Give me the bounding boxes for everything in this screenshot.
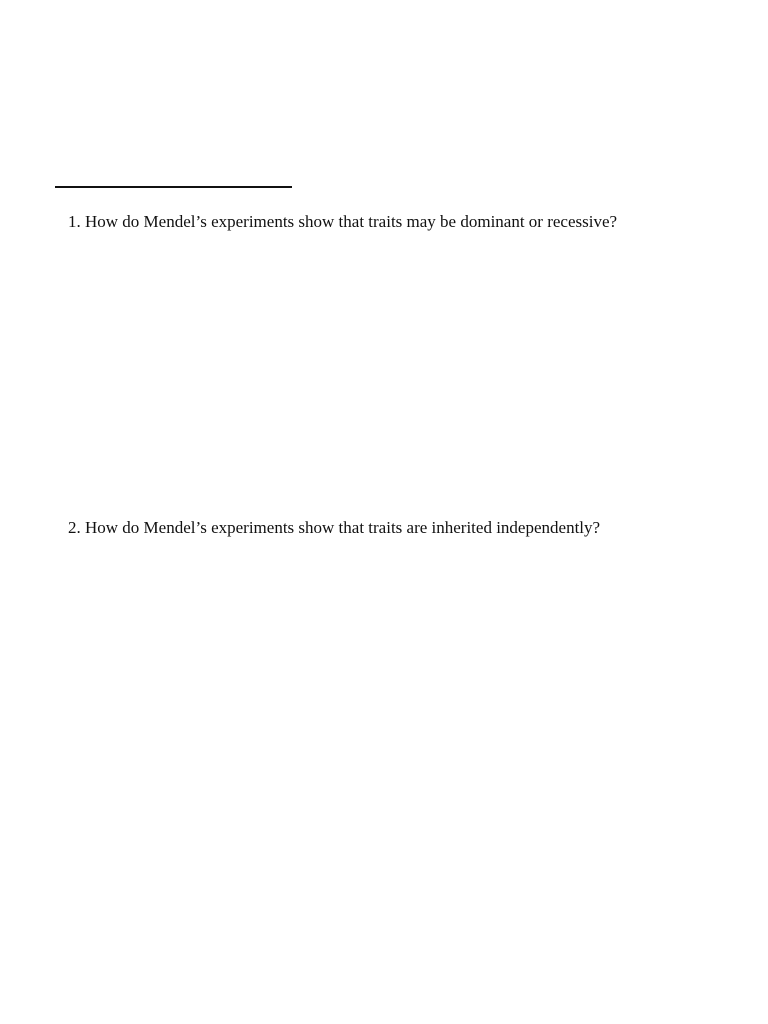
question-2: 2. How do Mendel’s experiments show that traits are inherited independently? [68, 518, 601, 537]
question-1: 1. How do Mendel’s experiments show that traits may be dominant or recessive? [68, 212, 618, 231]
name-blank-line [55, 186, 292, 188]
